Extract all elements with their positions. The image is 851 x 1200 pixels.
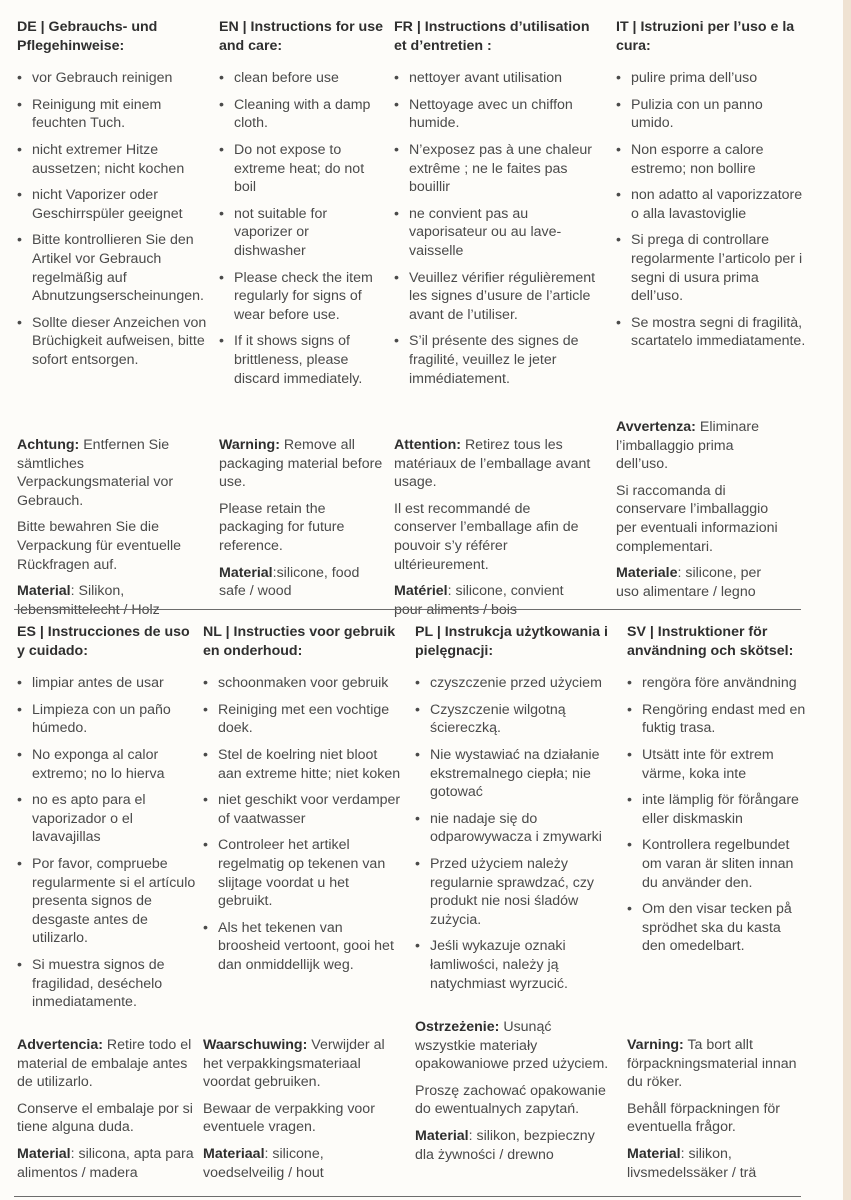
page-edge <box>843 0 851 1200</box>
warning-text: Entfernen Sie sämtliches Verpackungsmaterial vor Gebrauch. <box>17 437 174 509</box>
bullet-list <box>17 674 197 1012</box>
list-item: • Rengöring endast med en fuktig trasa. <box>627 701 807 738</box>
retain-note: Si raccomanda di conservare l’imballaggio per eventuali informazioni complementari. <box>616 482 778 555</box>
warning-paragraph <box>616 418 786 474</box>
list-item: • Reiniging met een vochtige doek. <box>203 701 403 738</box>
list-item: • ne convient pas au vaporisateur ou au lave-vaisselle <box>394 205 606 261</box>
bottom-divider-line <box>14 1196 801 1197</box>
warning-paragraph <box>415 1018 615 1074</box>
retain-note: Proszę zachować opakowanie do ewentualnych zapytań. <box>415 1082 606 1118</box>
material-paragraph <box>219 564 384 601</box>
list-item: • schoonmaken voor gebruik <box>203 674 403 693</box>
list-item: • Nie wystawiać na działanie ekstremalnego ciepła; nie gotować <box>415 746 620 802</box>
warning-label: Waarschuwing: <box>203 1037 308 1053</box>
warning-label: Attention: <box>394 437 461 453</box>
bullet-list <box>616 69 806 351</box>
warning-label: Ostrzeżenie: <box>415 1019 500 1035</box>
list-item: • inte lämplig för förångare eller diskmaskin <box>627 791 807 828</box>
warning-text: Retire todo el material de embalaje antes de utilizarlo. <box>17 1037 192 1091</box>
section-pl-instructions <box>415 623 620 1001</box>
list-item: • Por favor, compruebe regularmente si el artículo presenta signos de desgaste antes de utilizarlo. <box>17 855 197 948</box>
material-paragraph <box>415 1127 615 1164</box>
material-text: : silicone, per uso alimentare / legno <box>616 565 762 600</box>
material-text: : silicone, convient pour aliments / bois <box>394 583 564 618</box>
material-label: Material <box>219 564 273 581</box>
warning-text: Ta bort allt förpackningsmaterial innan du röker. <box>627 1037 797 1091</box>
list-item: • Non esporre a calore estremo; non bollire <box>616 141 806 178</box>
list-item: • Limpieza con un paño húmedo. <box>17 701 197 738</box>
section-heading: DE | Gebrauchs- und Pflegehinweise: <box>17 19 158 54</box>
section-heading: ES | Instrucciones de uso y cuidado: <box>17 624 190 659</box>
retain-note: Bewaar de verpakking voor eventuele vragen. <box>203 1100 375 1136</box>
section-nl-instructions <box>203 623 403 983</box>
list-item: • Czyszczenie wilgotną ściereczką. <box>415 701 620 738</box>
warning-text: Verwijder al het verpakkingsmateriaal voordat gebruiken. <box>203 1037 385 1091</box>
list-item: • Do not expose to extreme heat; do not boil <box>219 141 384 197</box>
warning-paragraph <box>203 1036 398 1092</box>
material-label: Material <box>627 1145 681 1162</box>
list-item: • nettoyer avant utilisation <box>394 69 606 88</box>
section-sv-instructions <box>627 623 807 964</box>
section-heading: EN | Instructions for use and care: <box>219 19 383 54</box>
section-it-instructions <box>616 18 806 359</box>
bullet-list <box>627 674 807 956</box>
material-text: : silikon, bezpieczny dla żywności / drewno <box>415 1127 595 1163</box>
material-label: Material <box>17 583 71 600</box>
material-label: Materiaal <box>203 1145 265 1162</box>
bullet-list <box>203 674 403 974</box>
list-item: • niet geschikt voor verdamper of vaatwasser <box>203 791 403 828</box>
material-label: Materiale <box>616 565 678 582</box>
list-item: • vor Gebrauch reinigen <box>17 69 207 88</box>
list-item: • limpiar antes de usar <box>17 674 197 693</box>
retain-note: Il est recommandé de conserver l’emballage afin de pouvoir s’y référer ultérieurement. <box>394 500 579 573</box>
section-it-warning <box>616 418 786 609</box>
material-text: : silicone, voedselveilig / hout <box>203 1145 324 1181</box>
list-item: • no es apto para el vaporizador o el lavavajillas <box>17 791 197 847</box>
list-item: • Si prega di controllare regolarmente l’articolo per i segni di usura prima dell’uso. <box>616 231 806 305</box>
list-item: • not suitable for vaporizer or dishwasher <box>219 205 384 261</box>
section-heading: PL | Instrukcja użytkowania i pielęgnacji: <box>415 624 608 659</box>
material-paragraph <box>627 1145 802 1182</box>
warning-paragraph <box>17 1036 197 1092</box>
material-text: : Silikon, lebensmittelecht / Holz <box>17 583 160 618</box>
list-item: • nie nadaje się do odparowywacza i zmywarki <box>415 810 620 847</box>
list-item: • Nettoyage avec un chiffon humide. <box>394 96 606 133</box>
bullet-list <box>415 674 620 993</box>
warning-text: Retirez tous les matériaux de l’emballage avant usage. <box>394 437 591 491</box>
section-de-warning <box>17 436 207 627</box>
material-paragraph <box>203 1145 398 1182</box>
warning-text: Remove all packaging material before use. <box>219 437 383 491</box>
list-item: • Bitte kontrollieren Sie den Artikel vor Gebrauch regelmäßig auf Abnutzungserscheinungen. <box>17 231 207 305</box>
list-item: • Reinigung mit einem feuchten Tuch. <box>17 96 207 133</box>
material-text: : silikon, livsmedelssäker / trä <box>627 1145 757 1181</box>
list-item: • nicht Vaporizer oder Geschirrspüler geeignet <box>17 186 207 223</box>
list-item: • czyszczenie przed użyciem <box>415 674 620 693</box>
warning-label: Avvertenza: <box>616 419 696 435</box>
list-item: • Si muestra signos de fragilidad, deséchelo inmediatamente. <box>17 956 197 1012</box>
warning-text: Eliminare l’imballaggio prima dell’uso. <box>616 419 759 473</box>
material-label: Material <box>415 1127 469 1144</box>
section-nl-warning <box>203 1036 398 1190</box>
bullet-list <box>219 69 384 388</box>
list-item: • nicht extremer Hitze aussetzen; nicht kochen <box>17 141 207 178</box>
section-pl-warning <box>415 1018 615 1172</box>
list-item: • Utsätt inte för extrem värme, koka inte <box>627 746 807 783</box>
list-item: • Se mostra segni di fragilità, scartatelo immediatamente. <box>616 314 806 351</box>
section-es-instructions <box>17 623 197 1020</box>
list-item: • Om den visar tecken på sprödhet ska du kasta den omedelbart. <box>627 900 807 956</box>
warning-text: Usunąć wszystkie materiały opakowaniowe przed użyciem. <box>415 1019 609 1073</box>
material-label: Matériel <box>394 583 448 600</box>
list-item: • clean before use <box>219 69 384 88</box>
list-item: • No exponga al calor extremo; no lo hierva <box>17 746 197 783</box>
warning-label: Advertencia: <box>17 1037 103 1053</box>
retain-note: Behåll förpackningen för eventuella frågor. <box>627 1100 781 1136</box>
material-text: :silicone, food safe / wood <box>219 564 360 600</box>
section-heading: IT | Istruzioni per l’uso e la cura: <box>616 19 795 54</box>
section-heading: NL | Instructies voor gebruik en onderhoud: <box>203 624 396 659</box>
list-item: • Jeśli wykazuje oznaki łamliwości, należy ją natychmiast wyrzucić. <box>415 937 620 993</box>
material-label: Material <box>17 1145 71 1162</box>
bullet-list <box>394 69 606 388</box>
section-fr-instructions <box>394 18 606 396</box>
list-item: • Przed użyciem należy regularnie sprawdzać, czy produkt nie nosi śladów zużycia. <box>415 855 620 929</box>
warning-paragraph <box>627 1036 802 1092</box>
list-item: • Als het tekenen van broosheid vertoont, gooi het dan onmiddellijk weg. <box>203 919 403 975</box>
list-item: • Cleaning with a damp cloth. <box>219 96 384 133</box>
list-item: • Controleer het artikel regelmatig op tekenen van slijtage voordat u het gebruikt. <box>203 836 403 910</box>
list-item: • Veuillez vérifier régulièrement les signes d’usure de l’article avant de l’utiliser. <box>394 269 606 325</box>
list-item: • non adatto al vaporizzatore o alla lavastoviglie <box>616 186 806 223</box>
list-item: • Kontrollera regelbundet om varan är sliten innan du använder den. <box>627 836 807 892</box>
list-item: • Sollte dieser Anzeichen von Brüchigkeit aufweisen, bitte sofort entsorgen. <box>17 314 207 370</box>
material-paragraph <box>17 1145 197 1182</box>
material-paragraph <box>17 582 207 619</box>
section-heading: SV | Instruktioner för användning och skötsel: <box>627 624 794 659</box>
section-heading: FR | Instructions d’utilisation et d’entretien : <box>394 19 590 54</box>
warning-label: Achtung: <box>17 437 80 453</box>
retain-note: Please retain the packaging for future reference. <box>219 500 345 554</box>
list-item: • S’il présente des signes de fragilité, veuillez le jeter immédiatement. <box>394 332 606 388</box>
retain-note: Conserve el embalaje por si tiene alguna duda. <box>17 1100 193 1136</box>
list-item: • Pulizia con un panno umido. <box>616 96 806 133</box>
divider-line <box>14 609 801 610</box>
retain-note: Bitte bewahren Sie die Verpackung für eventuelle Rückfragen auf. <box>17 519 182 573</box>
warning-label: Warning: <box>219 437 280 453</box>
warning-paragraph <box>394 436 594 492</box>
list-item: • If it shows signs of brittleness, please discard immediately. <box>219 332 384 388</box>
warning-paragraph <box>219 436 384 492</box>
list-item: • Stel de koelring niet bloot aan extreme hitte; niet koken <box>203 746 403 783</box>
material-paragraph <box>616 564 786 601</box>
section-en-instructions <box>219 18 384 396</box>
section-es-warning <box>17 1036 197 1190</box>
section-fr-warning <box>394 436 594 627</box>
list-item: • Please check the item regularly for signs of wear before use. <box>219 269 384 325</box>
list-item: • rengöra före användning <box>627 674 807 693</box>
list-item: • N’exposez pas à une chaleur extrême ; ne le faites pas bouillir <box>394 141 606 197</box>
section-sv-warning <box>627 1036 802 1190</box>
warning-label: Varning: <box>627 1037 684 1053</box>
material-text: : silicona, apta para alimentos / madera <box>17 1145 194 1181</box>
section-en-warning <box>219 436 384 609</box>
warning-paragraph <box>17 436 207 510</box>
bullet-list <box>17 69 207 369</box>
section-de-instructions <box>17 18 207 378</box>
list-item: • pulire prima dell’uso <box>616 69 806 88</box>
material-paragraph <box>394 582 594 619</box>
